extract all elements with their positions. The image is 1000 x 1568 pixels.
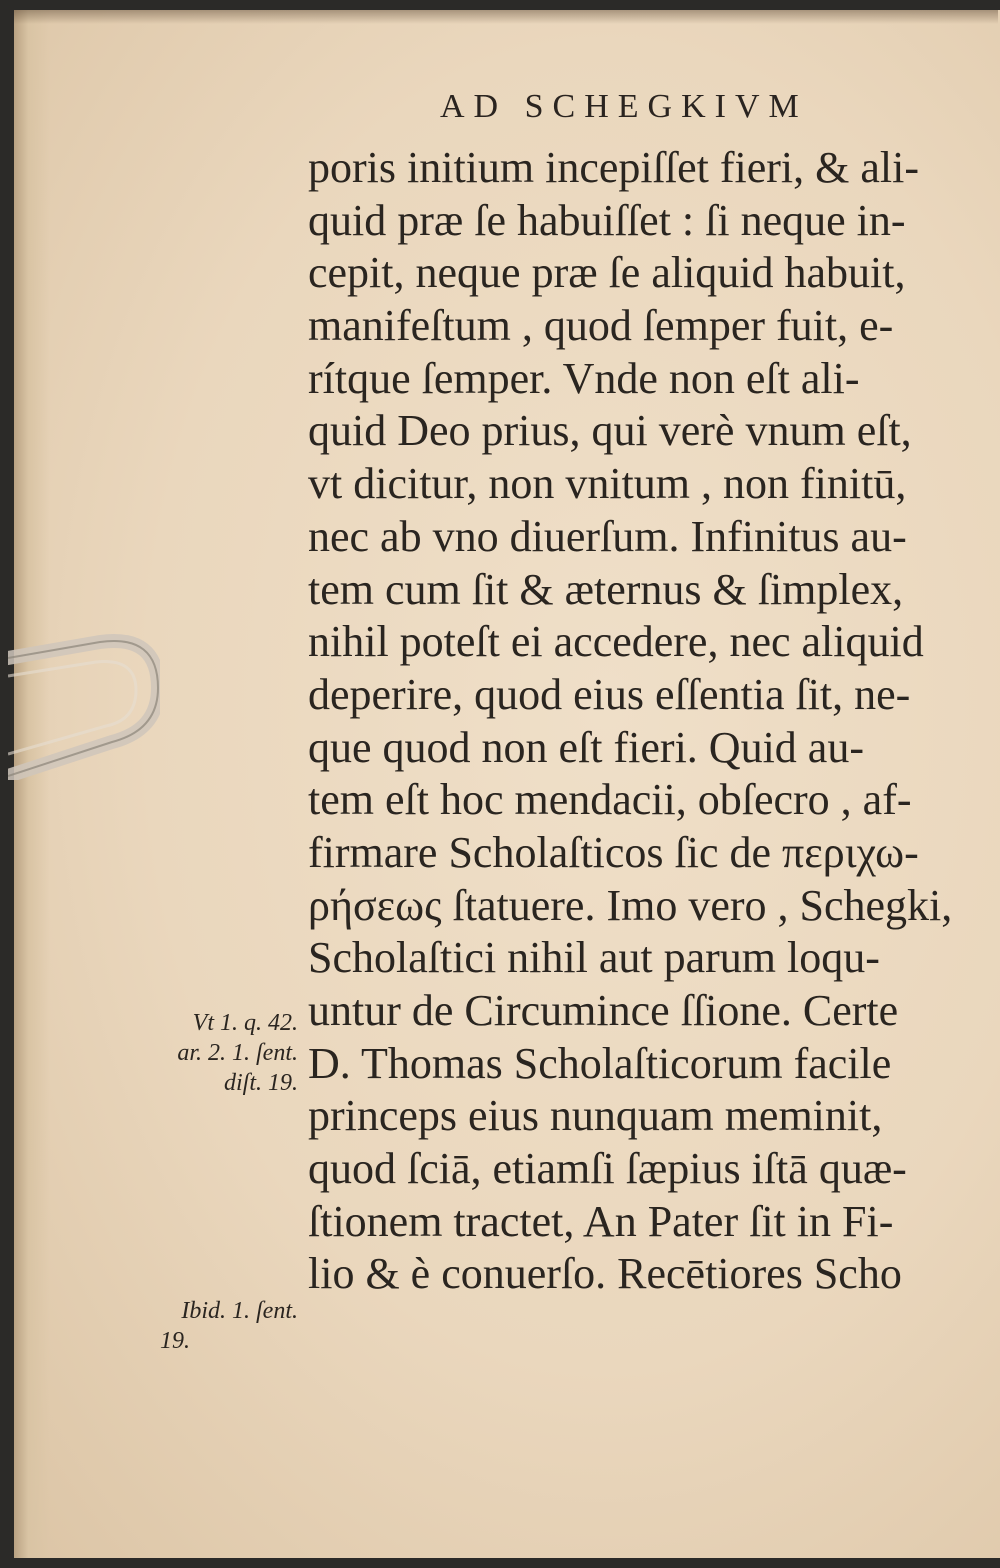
margin-note-ibid — [160, 1296, 298, 1356]
margin-note-line: 19. — [160, 1328, 190, 1354]
page-gutter-edge — [14, 10, 50, 1558]
text-line: ρήσεως ſtatuere. Imo vero , Schegki, — [308, 880, 953, 930]
page-top-shadow — [14, 10, 998, 24]
text-line: quod ſciā, etiamſi ſæpius iſtā quæ- — [308, 1144, 907, 1194]
text-line: quid præ ſe habuiſſet : ſi neque in- — [308, 195, 906, 245]
text-line: untur de Circumince ſſione. Certe — [308, 986, 899, 1035]
text-line: firmare Scholaſticos ſic de περιχω- — [308, 827, 919, 877]
text-line: lio & è conuerſo. Recētiores Scho — [308, 1249, 902, 1299]
text-line: nihil poteſt ei accedere, nec aliquid — [308, 617, 924, 667]
text-line: que quod non eſt fieri. Quid au- — [308, 722, 864, 772]
margin-note-line: Vt 1. q. 42. — [192, 1010, 298, 1036]
running-head: AD SCHEGKIVM — [440, 88, 808, 125]
margin-note-line: diſt. 19. — [223, 1070, 298, 1096]
text-line: poris initium incepiſſet fieri, & ali- — [308, 143, 919, 192]
text-line: vt dicitur, non vnitum , non finitū, — [308, 459, 907, 509]
text-line: Scholaſtici nihil aut parum loqu- — [308, 933, 880, 983]
text-line: rítque ſemper. Vnde non eſt ali- — [308, 353, 860, 403]
text-line: D. Thomas Scholaſticorum facile — [308, 1038, 892, 1088]
text-line: princeps eius nunquam meminit, — [308, 1091, 883, 1141]
margin-note-line: ar. 2. 1. ſent. — [177, 1040, 298, 1066]
text-line: ſtionem tractet, An Pater ſit in Fi- — [308, 1196, 894, 1246]
text-line: tem cum ſit & æternus & ſimplex, — [308, 564, 904, 614]
text-line: nec ab vno diuerſum. Infinitus au- — [308, 511, 907, 561]
text-line: tem eſt hoc mendacii, obſecro , af- — [308, 775, 912, 825]
margin-note-line: Ibid. 1. ſent. — [181, 1298, 298, 1324]
text-line: manifeſtum , quod ſemper fuit, e- — [308, 301, 894, 351]
margin-note-citation — [160, 1008, 298, 1098]
text-line: quid Deo prius, qui verè vnum eſt, — [308, 406, 912, 456]
text-line: cepit, neque præ ſe aliquid habuit, — [308, 248, 906, 298]
body-text — [308, 142, 958, 1301]
text-line: deperire, quod eius eſſentia ſit, ne- — [308, 669, 911, 719]
